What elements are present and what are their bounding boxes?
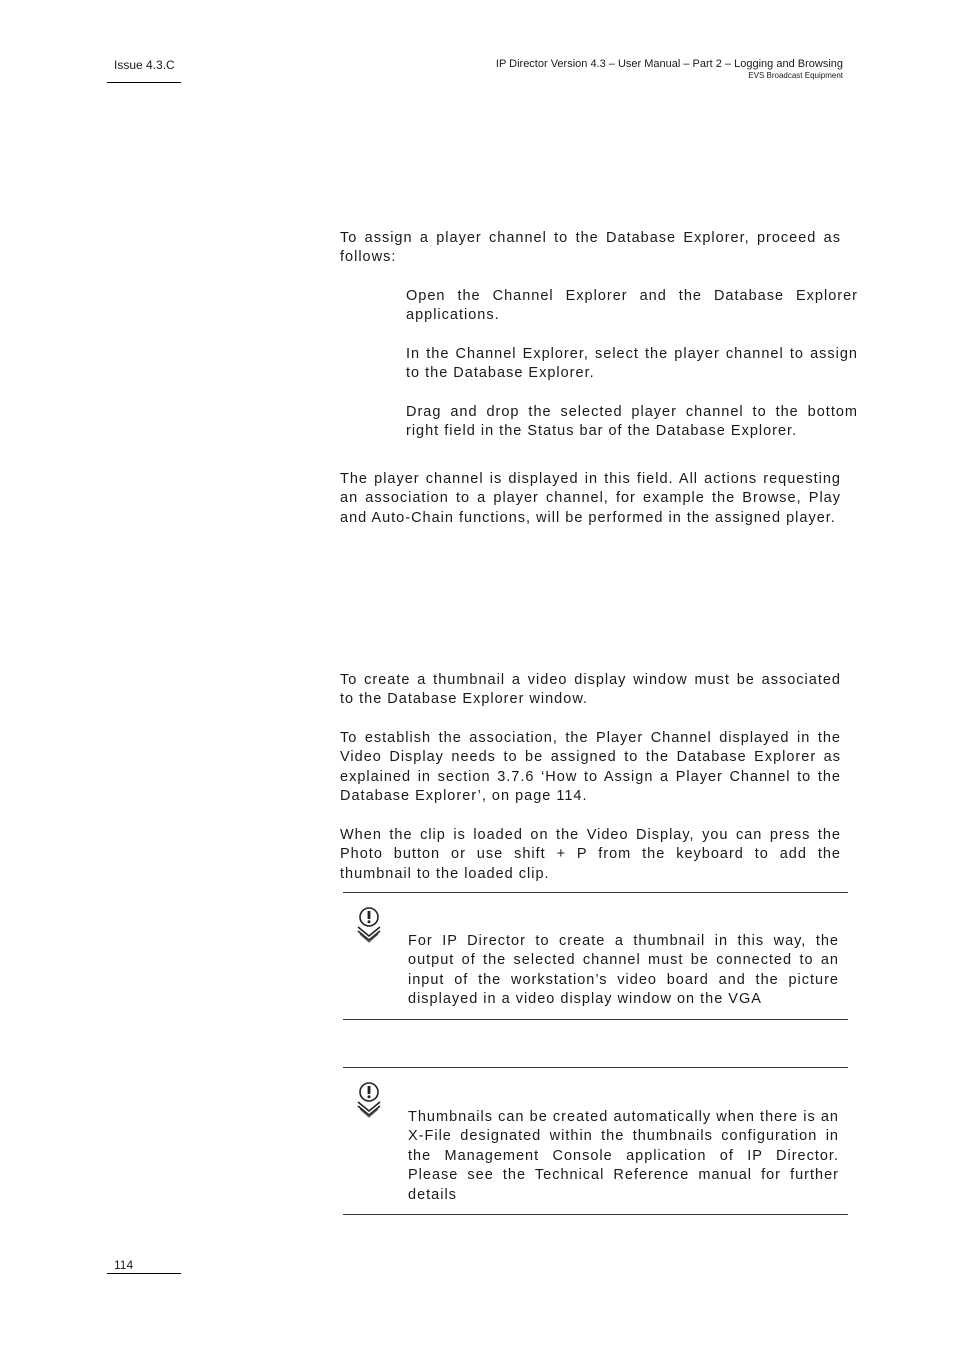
assign-step-1: Open the Channel Explorer and the Database Explorer applications. [406, 288, 858, 324]
page-number: 114 [114, 1258, 134, 1272]
header-rule [107, 82, 181, 83]
assign-intro: To assign a player channel to the Database Explorer, proceed as follows: [340, 230, 841, 266]
important-note-icon [353, 905, 385, 945]
footer-rule [107, 1273, 181, 1274]
note-box [343, 892, 848, 1020]
thumbnail-para-1: To create a thumbnail a video display window must be associated to the Database Explorer window. [340, 672, 841, 708]
assign-step-3: Drag and drop the selected player channel to the bottom right field in the Status bar of the Database Explorer. [406, 404, 858, 440]
assign-step-2: In the Channel Explorer, select the player channel to assign to the Database Explorer. [406, 346, 858, 382]
note-box [343, 1067, 848, 1215]
important-note-icon [353, 1080, 385, 1120]
note-text: For IP Director to create a thumbnail in this way, the output of the selected channel must be connected to an input of the workstation’s video board and the picture displayed in a video display window on the VGA [408, 933, 839, 1008]
running-header [496, 57, 843, 81]
thumbnail-para-2: To establish the association, the Player Channel displayed in the Video Display needs to be assigned to the Database Explorer as explained in section 3.7.6 ‘How to Assign a Player Channel to the Database Explorer’, on page 114. [340, 730, 841, 805]
company-name: EVS Broadcast Equipment [748, 71, 843, 80]
issue-label: Issue 4.3.C [114, 58, 175, 72]
assign-result: The player channel is displayed in this field. All actions requesting an association to a player channel, for example the Browse, Play and Auto-Chain functions, will be performed in the assigned player. [340, 471, 841, 526]
manual-title: IP Director Version 4.3 – User Manual – Part 2 – Logging and Browsing [495, 58, 843, 70]
thumbnail-para-3: When the clip is loaded on the Video Display, you can press the Photo button or use shift + P from the keyboard to add the thumbnail to the loaded clip. [340, 827, 841, 882]
note-text: Thumbnails can be created automatically when there is an X-File designated within the thumbnails configuration in the Management Console application of IP Director. Please see the Technical Reference manual for further details [408, 1109, 839, 1203]
